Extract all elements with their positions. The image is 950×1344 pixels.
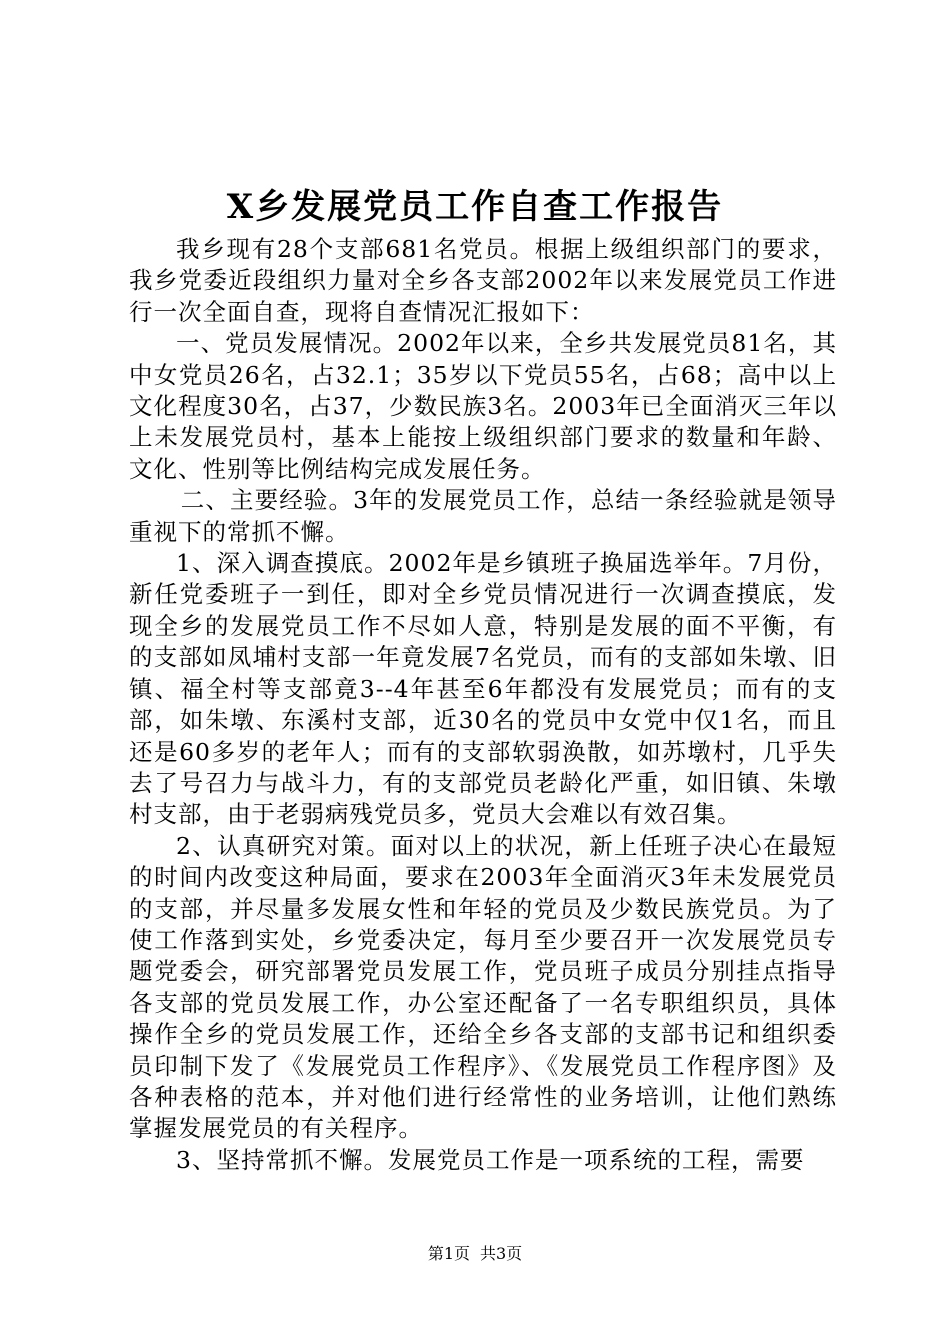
paragraph-item-2: 2、认真研究对策。面对以上的状况，新上任班子决心在最短的时间内改变这种局面，要求在2003年全面消灭3年未发展党员的支部，并尽量多发展女性和年轻的党员及少数民族党员。为了使工作落到实处，乡党委决定，每月至少要召开一次发展党员专题党委会，研究部署党员发展工作，党员班子成员分别挂点指导各支部的党员发展工作，办公室还配备了一名专职组织员，具体操作全乡的党员发展工作，还给全乡各支部的支部书记和组织委员印制下发了《发展党员工作程序》、《发展党员工作程序图》及各种表格的范本，并对他们进行经常性的业务培训，让他们熟练掌握发展党员的有关程序。 [129,831,837,1143]
page-footer [0,1243,950,1265]
document-body [129,234,837,1176]
paragraph-section-2: 二、主要经验。3年的发展党员工作，总结一条经验就是领导重视下的常抓不懈。 [129,486,837,546]
paragraph-intro: 我乡现有28个支部681名党员。根据上级组织部门的要求，我乡党委近段组织力量对全乡各支部2002年以来发展党员工作进行一次全面自查，现将自查情况汇报如下： [129,235,837,326]
page-total: 共3页 [480,1244,523,1263]
paragraph-section-1: 一、党员发展情况。2002年以来，全乡共发展党员81名，其中女党员26名，占32.1；35岁以下党员55名，占68；高中以上文化程度30名，占37，少数民族3名。2003年已全面消灭三年以上未发展党员村，基本上能按上级组织部门要求的数量和年龄、文化、性别等比例结构完成发展任务。 [129,329,837,483]
paragraph-item-1: 1、深入调查摸底。2002年是乡镇班子换届选举年。7月份，新任党委班子一到任，即对全乡党员情况进行一次调查摸底，发现全乡的发展党员工作不尽如人意，特别是发展的面不平衡，有的支部如凤埔村支部一年竟发展7名党员，而有的支部如朱墩、旧镇、福全村等支部竟3--4年甚至6年都没有发展党员；而有的支部，如朱墩、东溪村支部，近30名的党员中女党中仅1名，而且还是60多岁的老年人；而有的支部软弱涣散，如苏墩村，几乎失去了号召力与战斗力，有的支部党员老龄化严重，如旧镇、朱墩村支部，由于老弱病残党员多，党员大会难以有效召集。 [129,549,837,829]
paragraph-item-3: 3、坚持常抓不懈。发展党员工作是一项系统的工程，需要 [176,1145,805,1174]
page-number: 第1页 [427,1244,470,1263]
document-title: X乡发展党员工作自查工作报告 [226,187,724,227]
